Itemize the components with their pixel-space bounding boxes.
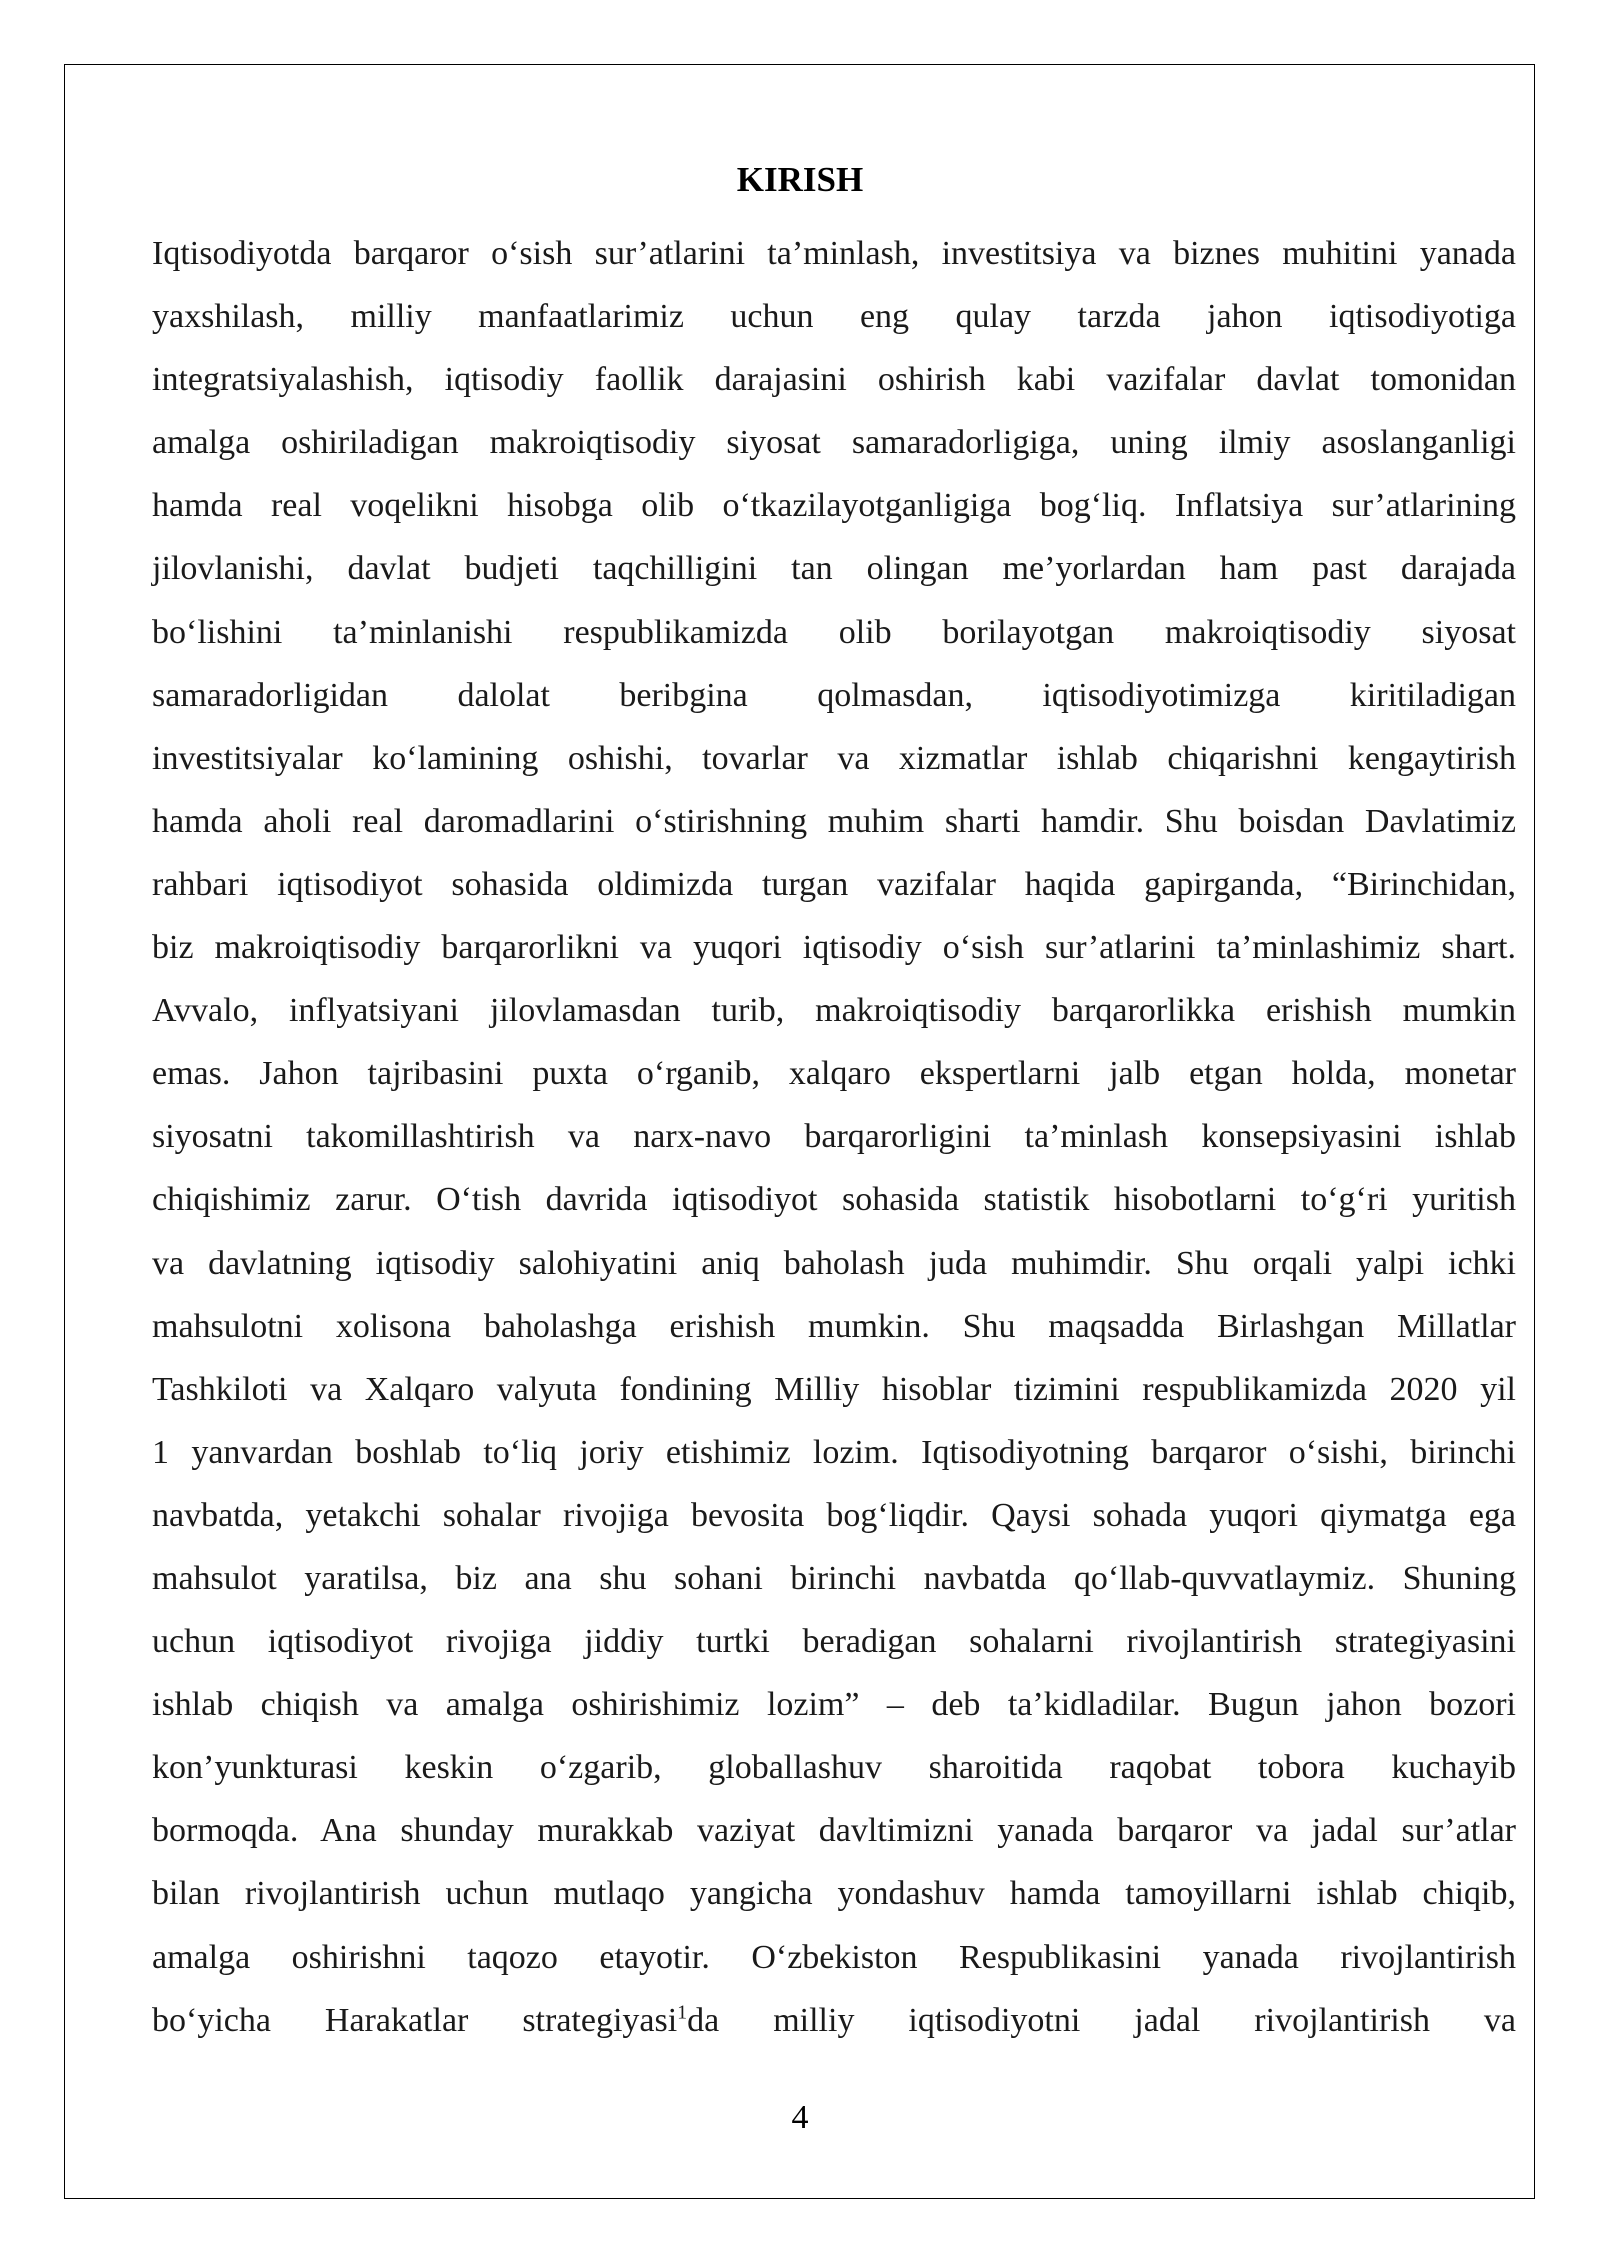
text-line: 1 yanvardan boshlab to‘liq joriy etishimiz lozim. Iqtisodiyotning barqaror o‘sishi, birinchi (152, 1433, 1516, 1471)
text-line: bormoqda. Ana shunday murakkab vaziyat davltimizni yanada barqaror va jadal sur’atlar (152, 1812, 1516, 1850)
text-line: hamda real voqelikni hisobga olib o‘tkazilayotganligiga bog‘liq. Inflatsiya sur’atlarining (152, 487, 1516, 525)
page-number: 4 (791, 2099, 809, 2136)
text-line: hamda aholi real daromadlarini o‘stirishning muhim sharti hamdir. Shu boisdan Davlatimiz (152, 802, 1516, 840)
text-line: mahsulotni xolisona baholashga erishish mumkin. Shu maqsadda Birlashgan Millatlar (152, 1307, 1516, 1345)
text-line: bilan rivojlantirish uchun mutlaqo yangicha yondashuv hamda tamoyillarni ishlab chiqib, (152, 1875, 1516, 1913)
text-line: va davlatning iqtisodiy salohiyatini aniq baholash juda muhimdir. Shu orqali yalpi ichki (152, 1244, 1516, 1282)
text-line: mahsulot yaratilsa, biz ana shu sohani birinchi navbatda qo‘llab-quvvatlaymiz. Shuning (152, 1559, 1516, 1597)
text-line: kon’yunkturasi keskin o‘zgarib, globallashuv sharoitida raqobat tobora kuchayib (152, 1749, 1516, 1787)
text-line: Iqtisodiyotda barqaror o‘sish sur’atlarini ta’minlash, investitsiya va biznes muhitini yanada (152, 235, 1516, 272)
text-line: jilovlanishi, davlat budjeti taqchilligini tan olingan me’yorlardan ham past darajada (152, 550, 1516, 588)
text-line: chiqishimiz zarur. O‘tish davrida iqtisodiyot sohasida statistik hisobotlarni to‘g‘ri yuritish (152, 1181, 1516, 1219)
text-line: samaradorligidan dalolat beribgina qolmasdan, iqtisodiyotimizga kiritiladigan (152, 676, 1516, 714)
text-line: siyosatni takomillashtirish va narx-navo barqarorligini ta’minlash konsepsiyasini ishlab (152, 1118, 1516, 1156)
last-line-start: bo‘yicha Harakatlar strategiyasi (152, 2001, 678, 2039)
footnote-marker[interactable]: 1 (677, 2001, 688, 2024)
text-line: emas. Jahon tajribasini puxta o‘rganib, xalqaro ekspertlarni jalb etgan holda, monetar (152, 1055, 1516, 1093)
text-line: investitsiyalar ko‘lamining oshishi, tovarlar va xizmatlar ishlab chiqarishni kengaytirish (152, 739, 1516, 777)
text-line: rahbari iqtisodiyot sohasida oldimizda turgan vazifalar haqida gapirganda, “Birinchidan, (152, 865, 1516, 903)
text-line: bo‘lishini ta’minlanishi respublikamizda olib borilayotgan makroiqtisodiy siyosat (152, 613, 1516, 651)
text-line: Avvalo, inflyatsiyani jilovlamasdan turib, makroiqtisodiy barqarorlikka erishish mumkin (152, 992, 1516, 1030)
text-line: Tashkiloti va Xalqaro valyuta fondining Milliy hisoblar tizimini respublikamizda 2020 yil (152, 1370, 1516, 1408)
text-line: ishlab chiqish va amalga oshirishimiz lozim” – deb ta’kidladilar. Bugun jahon bozori (152, 1686, 1516, 1724)
section-heading: KIRISH (736, 160, 864, 199)
text-line: yaxshilash, milliy manfaatlarimiz uchun eng qulay tarzda jahon iqtisodiyotiga (152, 298, 1516, 336)
text-line: biz makroiqtisodiy barqarorlikni va yuqori iqtisodiy o‘sish sur’atlarini ta’minlashimiz shart. (152, 929, 1516, 967)
text-line-last (152, 1989, 1516, 2052)
text-line: navbatda, yetakchi sohalar rivojiga bevosita bog‘liqdir. Qaysi sohada yuqori qiymatga ega (152, 1496, 1516, 1534)
text-line: uchun iqtisodiyot rivojiga jiddiy turtki beradigan sohalarni rivojlantirish strategiyasini (152, 1623, 1516, 1661)
text-line: integratsiyalashish, iqtisodiy faollik darajasini oshirish kabi vazifalar davlat tomonidan (152, 361, 1516, 399)
text-line: amalga oshirishni taqozo etayotir. O‘zbekiston Respublikasini yanada rivojlantirish (152, 1938, 1516, 1976)
text-line: amalga oshiriladigan makroiqtisodiy siyosat samaradorligiga, uning ilmiy asoslanganligi (152, 424, 1516, 462)
last-line-end: da milliy iqtisodiyotni jadal rivojlantirish va (687, 2001, 1517, 2039)
body-text (152, 222, 1516, 2052)
